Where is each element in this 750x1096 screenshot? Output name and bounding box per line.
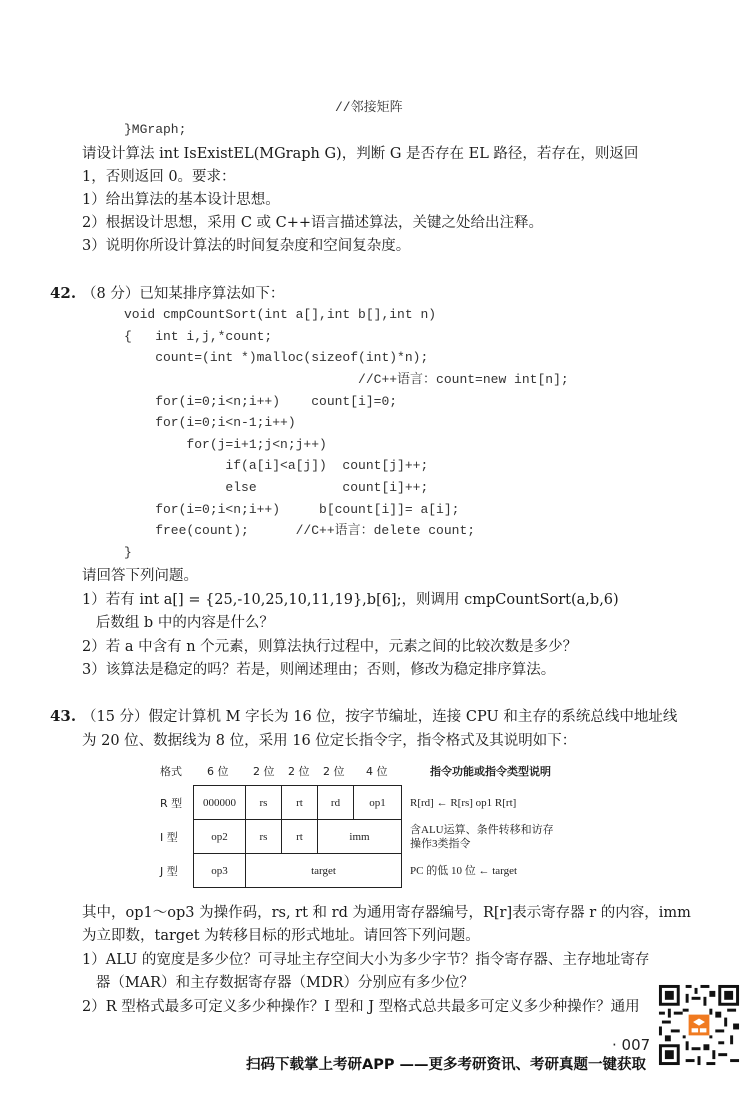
field-opcode: 000000 xyxy=(194,786,246,820)
field-op3: op3 xyxy=(194,854,246,888)
qr-code-graphic xyxy=(656,982,742,1068)
field-imm: imm xyxy=(318,820,402,854)
q41-line: 请设计算法 int IsExistEL(MGraph G)，判断 G 是否存在 EL 路径，若存在，则返回 xyxy=(82,146,639,162)
code-line: { int i,j,*count; xyxy=(124,329,273,344)
field-rs: rs xyxy=(246,786,282,820)
field-rd: rd xyxy=(318,786,354,820)
q42-number: 42. xyxy=(50,284,77,302)
header-bits: 2 位 xyxy=(253,765,275,778)
desc-i: 含ALU运算、条件转移和访存 操作3类指令 xyxy=(410,824,554,850)
row-type-i: I 型 xyxy=(160,831,178,844)
qr-code-icon[interactable] xyxy=(656,982,742,1068)
q43-question: 1）ALU 的宽度是多少位？可寻址主存空间大小为多少字节？指令寄存器、主存地址寄存 xyxy=(82,952,650,968)
q43-intro: （15 分）假定计算机 M 字长为 16 位，按字节编址，连接 CPU 和主存的系统总线中地址线 xyxy=(82,709,678,725)
q41-line: 1）给出算法的基本设计思想。 xyxy=(82,192,280,208)
row-type-j: J 型 xyxy=(160,865,178,878)
promo-text: 扫码下载掌上考研APP ——更多考研资讯、考研真题一键获取 xyxy=(246,1057,647,1073)
q41-line: 3）说明你所设计算法的时间复杂度和空间复杂度。 xyxy=(82,238,411,254)
header-format: 格式 xyxy=(160,765,182,778)
code-line: if(a[i]<a[j]) count[j]++; xyxy=(124,458,429,473)
code-line: for(i=0;i<n;i++) count[i]=0; xyxy=(124,394,398,409)
row-type-r: R 型 xyxy=(160,797,183,810)
q42-intro: （8 分）已知某排序算法如下： xyxy=(82,286,285,302)
code-line: free(count); //C++语言：delete count; xyxy=(124,523,476,538)
q41-line: 1，否则返回 0。要求： xyxy=(82,169,236,185)
field-op1: op1 xyxy=(354,786,402,820)
struct-end: }MGraph; xyxy=(124,122,187,137)
field-rs: rs xyxy=(246,820,282,854)
adjacency-matrix-comment: //邻接矩阵 xyxy=(335,100,403,115)
code-line: } xyxy=(124,545,132,560)
instruction-format-table xyxy=(193,785,402,888)
page-number: · 007 xyxy=(612,1036,651,1054)
q43-question: 器（MAR）和主存数据寄存器（MDR）分别应有多少位？ xyxy=(82,975,474,991)
code-line: for(j=i+1;j<n;j++) xyxy=(124,437,327,452)
q42-question: 后数组 b 中的内容是什么？ xyxy=(82,615,274,631)
header-desc: 指令功能或指令类型说明 xyxy=(430,765,551,778)
code-line: count=(int *)malloc(sizeof(int)*n); xyxy=(124,350,429,365)
q43-text: 为立即数，target 为转移目标的形式地址。请回答下列问题。 xyxy=(82,928,480,944)
q42-question: 1）若有 int a[] = {25,-10,25,10,11,19},b[6];，则调用 cmpCountSort(a,b,6) xyxy=(82,592,619,608)
table-row-r xyxy=(194,786,402,820)
q42-prompt: 请回答下列问题。 xyxy=(82,568,198,584)
desc-r: R[rd] ← R[rs] op1 R[rt] xyxy=(410,797,517,809)
code-line: void cmpCountSort(int a[],int b[],int n) xyxy=(124,307,437,322)
code-line: //C++语言：count=new int[n]; xyxy=(124,372,569,387)
desc-j: PC 的低 10 位 ← target xyxy=(410,865,518,877)
table-row-i xyxy=(194,820,402,854)
q42-question: 2）若 a 中含有 n 个元素，则算法执行过程中，元素之间的比较次数是多少？ xyxy=(82,639,578,655)
field-rt: rt xyxy=(282,820,318,854)
field-rt: rt xyxy=(282,786,318,820)
code-line: for(i=0;i<n-1;i++) xyxy=(124,415,296,430)
q42-question: 3）该算法是稳定的吗？若是，则阐述理由；否则，修改为稳定排序算法。 xyxy=(82,662,556,678)
field-target: target xyxy=(246,854,402,888)
q43-number: 43. xyxy=(50,707,77,725)
header-bits: 4 位 xyxy=(366,765,388,778)
q43-text: 其中，op1～op3 为操作码，rs, rt 和 rd 为通用寄存器编号，R[r]表示寄存器 r 的内容，imm xyxy=(82,905,691,921)
field-op2: op2 xyxy=(194,820,246,854)
q41-line: 2）根据设计思想，采用 C 或 C++语言描述算法，关键之处给出注释。 xyxy=(82,215,544,231)
q43-question: 2）R 型格式最多可定义多少种操作？I 型和 J 型格式总共最多可定义多少种操作？通用 xyxy=(82,999,640,1015)
header-bits: 6 位 xyxy=(207,765,229,778)
table-row-j xyxy=(194,854,402,888)
header-bits: 2 位 xyxy=(323,765,345,778)
header-bits: 2 位 xyxy=(288,765,310,778)
code-line: else count[i]++; xyxy=(124,480,429,495)
q43-intro: 为 20 位、数据线为 8 位，采用 16 位定长指令字，指令格式及其说明如下： xyxy=(82,733,577,749)
code-line: for(i=0;i<n;i++) b[count[i]]= a[i]; xyxy=(124,502,460,517)
